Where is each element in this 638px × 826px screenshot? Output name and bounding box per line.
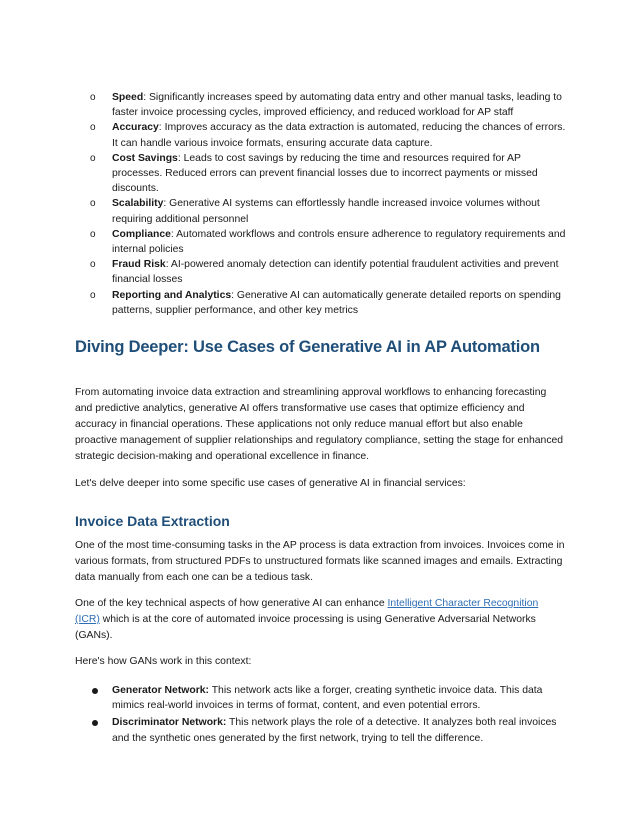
hollow-bullet-icon: o — [90, 122, 96, 134]
benefit-term: Fraud Risk — [112, 259, 166, 271]
gan-term: Discriminator Network: — [112, 717, 227, 729]
list-item — [90, 227, 570, 257]
benefit-term: Compliance — [112, 228, 171, 240]
benefit-term: Reporting and Analytics — [112, 289, 232, 301]
list-item — [90, 683, 570, 713]
hollow-bullet-icon: o — [90, 152, 96, 164]
benefit-term: Scalability — [112, 198, 164, 210]
list-item — [90, 120, 570, 150]
benefit-text: : Significantly increases speed by automating data entry and other manual tasks, leading to faster invoice processing cycles, improved efficiency, and reduced workload for AP staff — [112, 92, 562, 119]
list-item — [90, 288, 570, 318]
benefit-text: : AI-powered anomaly detection can identify potential fraudulent activities and prevent financial losses — [112, 259, 559, 286]
gans-list — [90, 683, 570, 748]
section-intro-paragraph: From automating invoice data extraction and streamlining approval workflows to enhancing forecasting and predictive analytics, generative AI offers transformative use cases that optimize efficiency and accuracy in financial operations. These applications not only reduce manual effort but also enable proactive management of supplier relationships and regulatory compliance, setting the stage for enhanced strategic decision-making and operational excellence in finance. — [75, 387, 564, 462]
gan-text: This network plays the role of a detective. It analyzes both real invoices and the synthetic ones generated by the first network, trying to tell the difference. — [112, 717, 557, 744]
benefit-text: : Generative AI can automatically generate detailed reports on spending patterns, supplier performance, and other key metrics — [112, 289, 561, 316]
bullet-icon — [92, 720, 98, 726]
hollow-bullet-icon: o — [90, 289, 96, 301]
invoice-extraction-paragraph: One of the most time-consuming tasks in the AP process is data extraction from invoices. Invoices come in various formats, from structured PDFs to unstructured formats like scanned images and emails. Extracting data manually from each one can be a tedious task. — [75, 540, 565, 583]
bullet-icon — [92, 688, 98, 694]
subsection-heading: Invoice Data Extraction — [75, 513, 230, 529]
list-item — [90, 715, 570, 745]
benefit-term: Accuracy — [112, 122, 159, 134]
benefit-text: : Generative AI systems can effortlessly handle increased invoice volumes without requiring additional personnel — [112, 198, 540, 225]
gan-text: This network acts like a forger, creating synthetic invoice data. This data mimics real-world invoices in terms of format, content, and even potential errors. — [112, 685, 543, 712]
icr-link[interactable]: Intelligent Character Recognition (ICR) — [75, 598, 539, 625]
hollow-bullet-icon: o — [90, 259, 96, 271]
hollow-bullet-icon: o — [90, 198, 96, 210]
hollow-bullet-icon: o — [90, 228, 96, 240]
list-item — [90, 257, 570, 287]
list-item — [90, 196, 570, 226]
benefit-text: : Automated workflows and controls ensure adherence to regulatory requirements and internal policies — [112, 228, 566, 256]
delve-paragraph: Let's delve deeper into some specific use cases of generative AI in financial services: — [75, 478, 466, 489]
list-item — [90, 90, 570, 120]
benefit-text: : Leads to cost savings by reducing the time and resources required for AP processes. Reduced errors can prevent financial losses due to incorrect payments or missed discounts. — [112, 152, 538, 195]
list-item — [90, 151, 570, 197]
benefit-text: : Improves accuracy as the data extraction is automated, reducing the chances of errors. It can handle various invoice formats, ensuring accurate data capture. — [112, 122, 566, 149]
gan-term: Generator Network: — [112, 685, 210, 696]
benefits-list — [90, 90, 570, 318]
gans-intro-paragraph: Here's how GANs work in this context: — [75, 656, 252, 667]
section-heading: Diving Deeper: Use Cases of Generative AI in AP Automation — [75, 338, 540, 356]
icr-text-before: One of the key technical aspects of how generative AI can enhance — [75, 598, 388, 609]
icr-paragraph — [75, 596, 565, 644]
benefit-term: Speed — [112, 92, 144, 103]
icr-text-after: which is at the core of automated invoice processing is using Generative Adversarial Networks (GANs). — [75, 614, 536, 641]
hollow-bullet-icon: o — [90, 92, 96, 103]
benefit-term: Cost Savings — [112, 152, 178, 164]
